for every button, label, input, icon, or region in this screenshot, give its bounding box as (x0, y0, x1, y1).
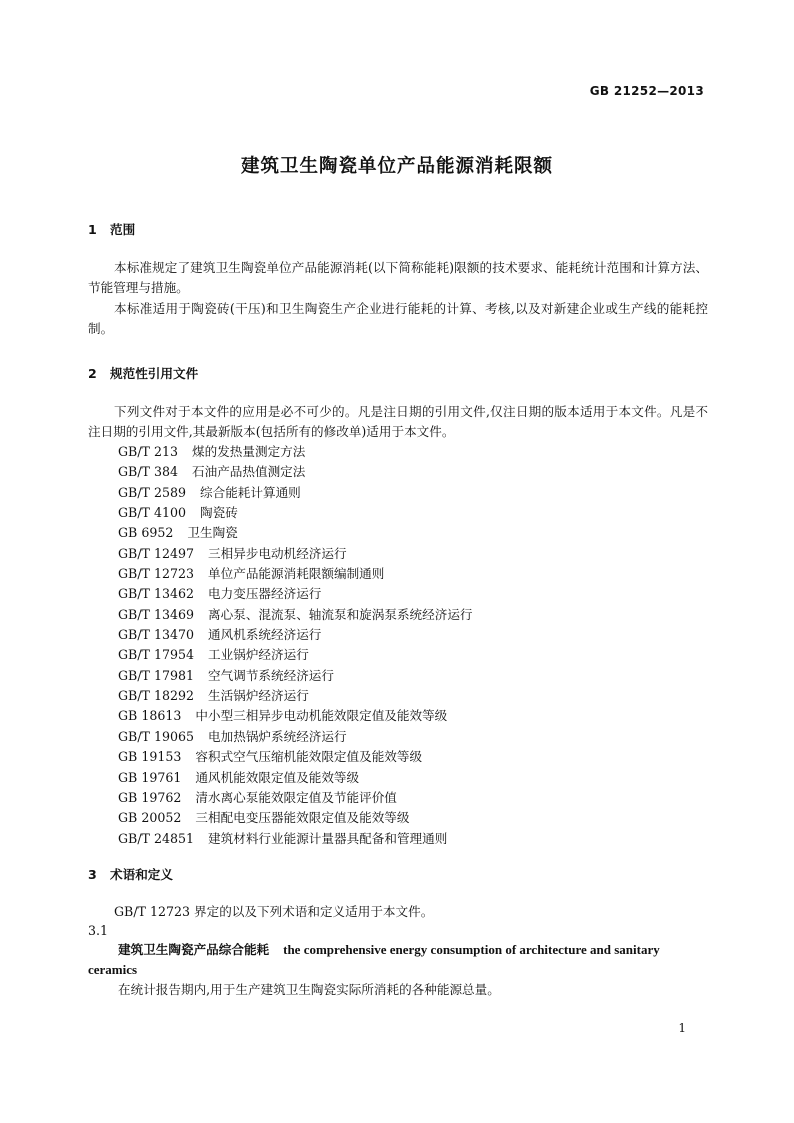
section-title: 术语和定义 (110, 866, 173, 882)
reference-title: 容积式空气压缩机能效限定值及能效等级 (195, 749, 423, 765)
list-item (118, 686, 708, 706)
term-definition: 在统计报告期内,用于生产建筑卫生陶瓷实际所消耗的各种能源总量。 (118, 981, 500, 997)
reference-code: GB 19761 (118, 769, 182, 785)
reference-title: 清水离心泵能效限定值及节能评价值 (195, 789, 397, 805)
list-item (118, 462, 708, 482)
document-title: 建筑卫生陶瓷单位产品能源消耗限额 (240, 156, 553, 177)
section-title: 规范性引用文件 (110, 366, 199, 381)
reference-title: 通风机系统经济运行 (208, 627, 322, 643)
reference-list (88, 442, 708, 849)
list-item (118, 544, 708, 564)
list-item (118, 584, 708, 604)
list-item (118, 727, 708, 747)
page-number: 1 (678, 1021, 686, 1035)
reference-code: GB/T 13462 (118, 586, 195, 602)
reference-title: 离心泵、混流泵、轴流泵和旋涡泵系统经济运行 (208, 606, 473, 622)
reference-title: 通风机能效限定值及能效等级 (195, 769, 360, 785)
reference-code: GB/T 12723 (118, 566, 195, 582)
list-item (118, 605, 708, 625)
term-heading (88, 940, 708, 980)
list-item (118, 747, 708, 767)
list-item (118, 829, 708, 849)
reference-code: GB/T 13469 (118, 606, 195, 622)
paragraph: 本标准适用于陶瓷砖(干压)和卫生陶瓷生产企业进行能耗的计算、考核,以及对新建企业或生产线的能耗控制。 (88, 301, 708, 336)
reference-title: 空气调节系统经济运行 (208, 667, 334, 683)
section-title: 范围 (110, 222, 136, 237)
section-number: 3 (88, 866, 97, 882)
reference-title: 电加热锅炉系统经济运行 (208, 728, 347, 744)
reference-title: 三相异步电动机经济运行 (208, 545, 347, 561)
reference-title: 工业锅炉经济运行 (208, 647, 309, 663)
list-item (118, 788, 708, 808)
reference-code: GB/T 17981 (118, 667, 195, 683)
list-item (118, 706, 708, 726)
reference-title: 卫生陶瓷 (187, 525, 238, 541)
list-item (118, 503, 708, 523)
reference-title: 煤的发热量测定方法 (192, 444, 306, 459)
section-3-heading (88, 865, 708, 885)
reference-code: GB/T 12497 (118, 545, 195, 561)
reference-title: 电力变压器经济运行 (208, 586, 322, 602)
term-english: the comprehensive energy consumption of architecture and sanitary ceramics (88, 941, 660, 977)
list-item (118, 645, 708, 665)
reference-code: GB/T 384 (118, 464, 178, 480)
list-item (118, 564, 708, 584)
reference-title: 生活锅炉经济运行 (208, 688, 309, 704)
reference-title: 三相配电变压器能效限定值及能效等级 (195, 810, 410, 826)
reference-title: 石油产品热值测定法 (192, 464, 306, 480)
reference-title: 中小型三相异步电动机能效限定值及能效等级 (195, 708, 448, 724)
list-item (118, 442, 708, 462)
list-item (118, 768, 708, 788)
list-item (118, 808, 708, 828)
term-number: 3.1 (88, 922, 109, 938)
section-number: 1 (88, 222, 97, 237)
reference-code: GB 6952 (118, 525, 174, 541)
reference-title: 综合能耗计算通则 (200, 484, 301, 500)
list-item (118, 523, 708, 543)
list-item (118, 483, 708, 503)
reference-code: GB/T 18292 (118, 688, 195, 704)
reference-title: 单位产品能源消耗限额编制通则 (208, 566, 385, 582)
document-body (88, 220, 708, 1000)
list-item (118, 666, 708, 686)
reference-code: GB 18613 (118, 708, 182, 724)
section-number: 2 (88, 366, 97, 381)
section-1-heading (88, 220, 708, 240)
reference-code: GB 20052 (118, 810, 182, 826)
reference-title: 陶瓷砖 (200, 505, 238, 521)
standard-code: GB 21252—2013 (589, 84, 704, 98)
reference-code: GB/T 213 (118, 444, 178, 459)
reference-title: 建筑材料行业能源计量器具配备和管理通则 (208, 830, 448, 846)
paragraph: GB/T 12723 界定的以及下列术语和定义适用于本文件。 (114, 903, 434, 919)
reference-code: GB/T 17954 (118, 647, 195, 663)
reference-code: GB/T 24851 (118, 830, 195, 846)
list-item (118, 625, 708, 645)
term-chinese: 建筑卫生陶瓷产品综合能耗 (118, 941, 270, 957)
reference-code: GB/T 13470 (118, 627, 195, 643)
section-2-heading (88, 364, 708, 384)
reference-code: GB/T 2589 (118, 484, 187, 500)
paragraph: 本标准规定了建筑卫生陶瓷单位产品能源消耗(以下简称能耗)限额的技术要求、能耗统计范围和计算方法、节能管理与措施。 (88, 260, 708, 295)
reference-code: GB/T 19065 (118, 728, 195, 744)
paragraph: 下列文件对于本文件的应用是必不可少的。凡是注日期的引用文件,仅注日期的版本适用于本文件。凡是不注日期的引用文件,其最新版本(包括所有的修改单)适用于本文件。 (88, 404, 708, 439)
reference-code: GB 19762 (118, 789, 182, 805)
reference-code: GB/T 4100 (118, 505, 187, 521)
reference-code: GB 19153 (118, 749, 182, 765)
